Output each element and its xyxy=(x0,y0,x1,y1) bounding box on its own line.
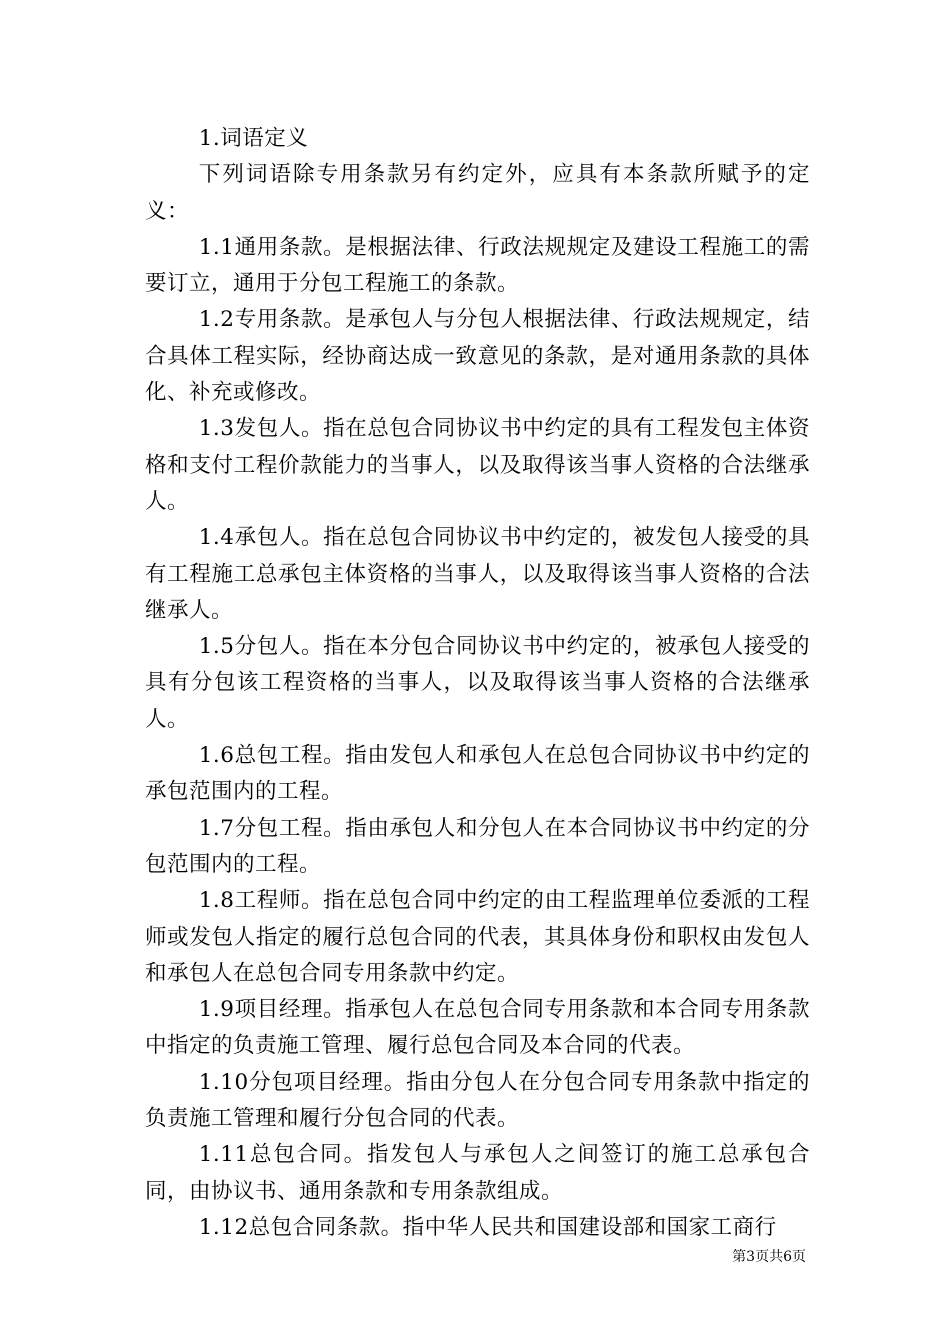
clause-1-1: 1.1通用条款。是根据法律、行政法规规定及建设工程施工的需要订立，通用于分包工程施工的条款。 xyxy=(145,234,810,297)
clause-1-3: 1.3发包人。指在总包合同协议书中约定的具有工程发包主体资格和支付工程价款能力的当事人，以及取得该当事人资格的合法继承人。 xyxy=(145,416,810,514)
clause-1-8: 1.8工程师。指在总包合同中约定的由工程监理单位委派的工程师或发包人指定的履行总包合同的代表，其具体身份和职权由发包人和承包人在总包合同专用条款中约定。 xyxy=(145,888,810,986)
page-number: 第3页共6页 xyxy=(732,1249,806,1265)
document-body xyxy=(145,121,810,1246)
clause-1-11: 1.11总包合同。指发包人与承包人之间签订的施工总承包合同，由协议书、通用条款和专用条款组成。 xyxy=(145,1142,810,1204)
clause-1-6: 1.6总包工程。指由发包人和承包人在总包合同协议书中约定的承包范围内的工程。 xyxy=(145,743,810,805)
clause-1-4: 1.4承包人。指在总包合同协议书中约定的，被发包人接受的具有工程施工总承包主体资格的当事人，以及取得该当事人资格的合法继承人。 xyxy=(145,525,810,623)
clause-1-10: 1.10分包项目经理。指由分包人在分包合同专用条款中指定的负责施工管理和履行分包合同的代表。 xyxy=(145,1069,810,1132)
clause-1-12: 1.12总包合同条款。指中华人民共和国建设部和国家工商行 xyxy=(198,1214,777,1240)
clause-1-5: 1.5分包人。指在本分包合同协议书中约定的，被承包人接受的具有分包该工程资格的当事人，以及取得该当事人资格的合法继承人。 xyxy=(145,634,810,732)
intro-paragraph: 下列词语除专用条款另有约定外，应具有本条款所赋予的定义： xyxy=(145,162,810,224)
clause-1-7: 1.7分包工程。指由承包人和分包人在本合同协议书中约定的分包范围内的工程。 xyxy=(145,815,810,877)
section-heading: 1.词语定义 xyxy=(198,126,309,151)
clause-1-9: 1.9项目经理。指承包人在总包合同专用条款和本合同专用条款中指定的负责施工管理、履行总包合同及本合同的代表。 xyxy=(145,997,810,1059)
clause-1-2: 1.2专用条款。是承包人与分包人根据法律、行政法规规定，结合具体工程实际，经协商达成一致意见的条款，是对通用条款的具体化、补充或修改。 xyxy=(145,307,810,406)
